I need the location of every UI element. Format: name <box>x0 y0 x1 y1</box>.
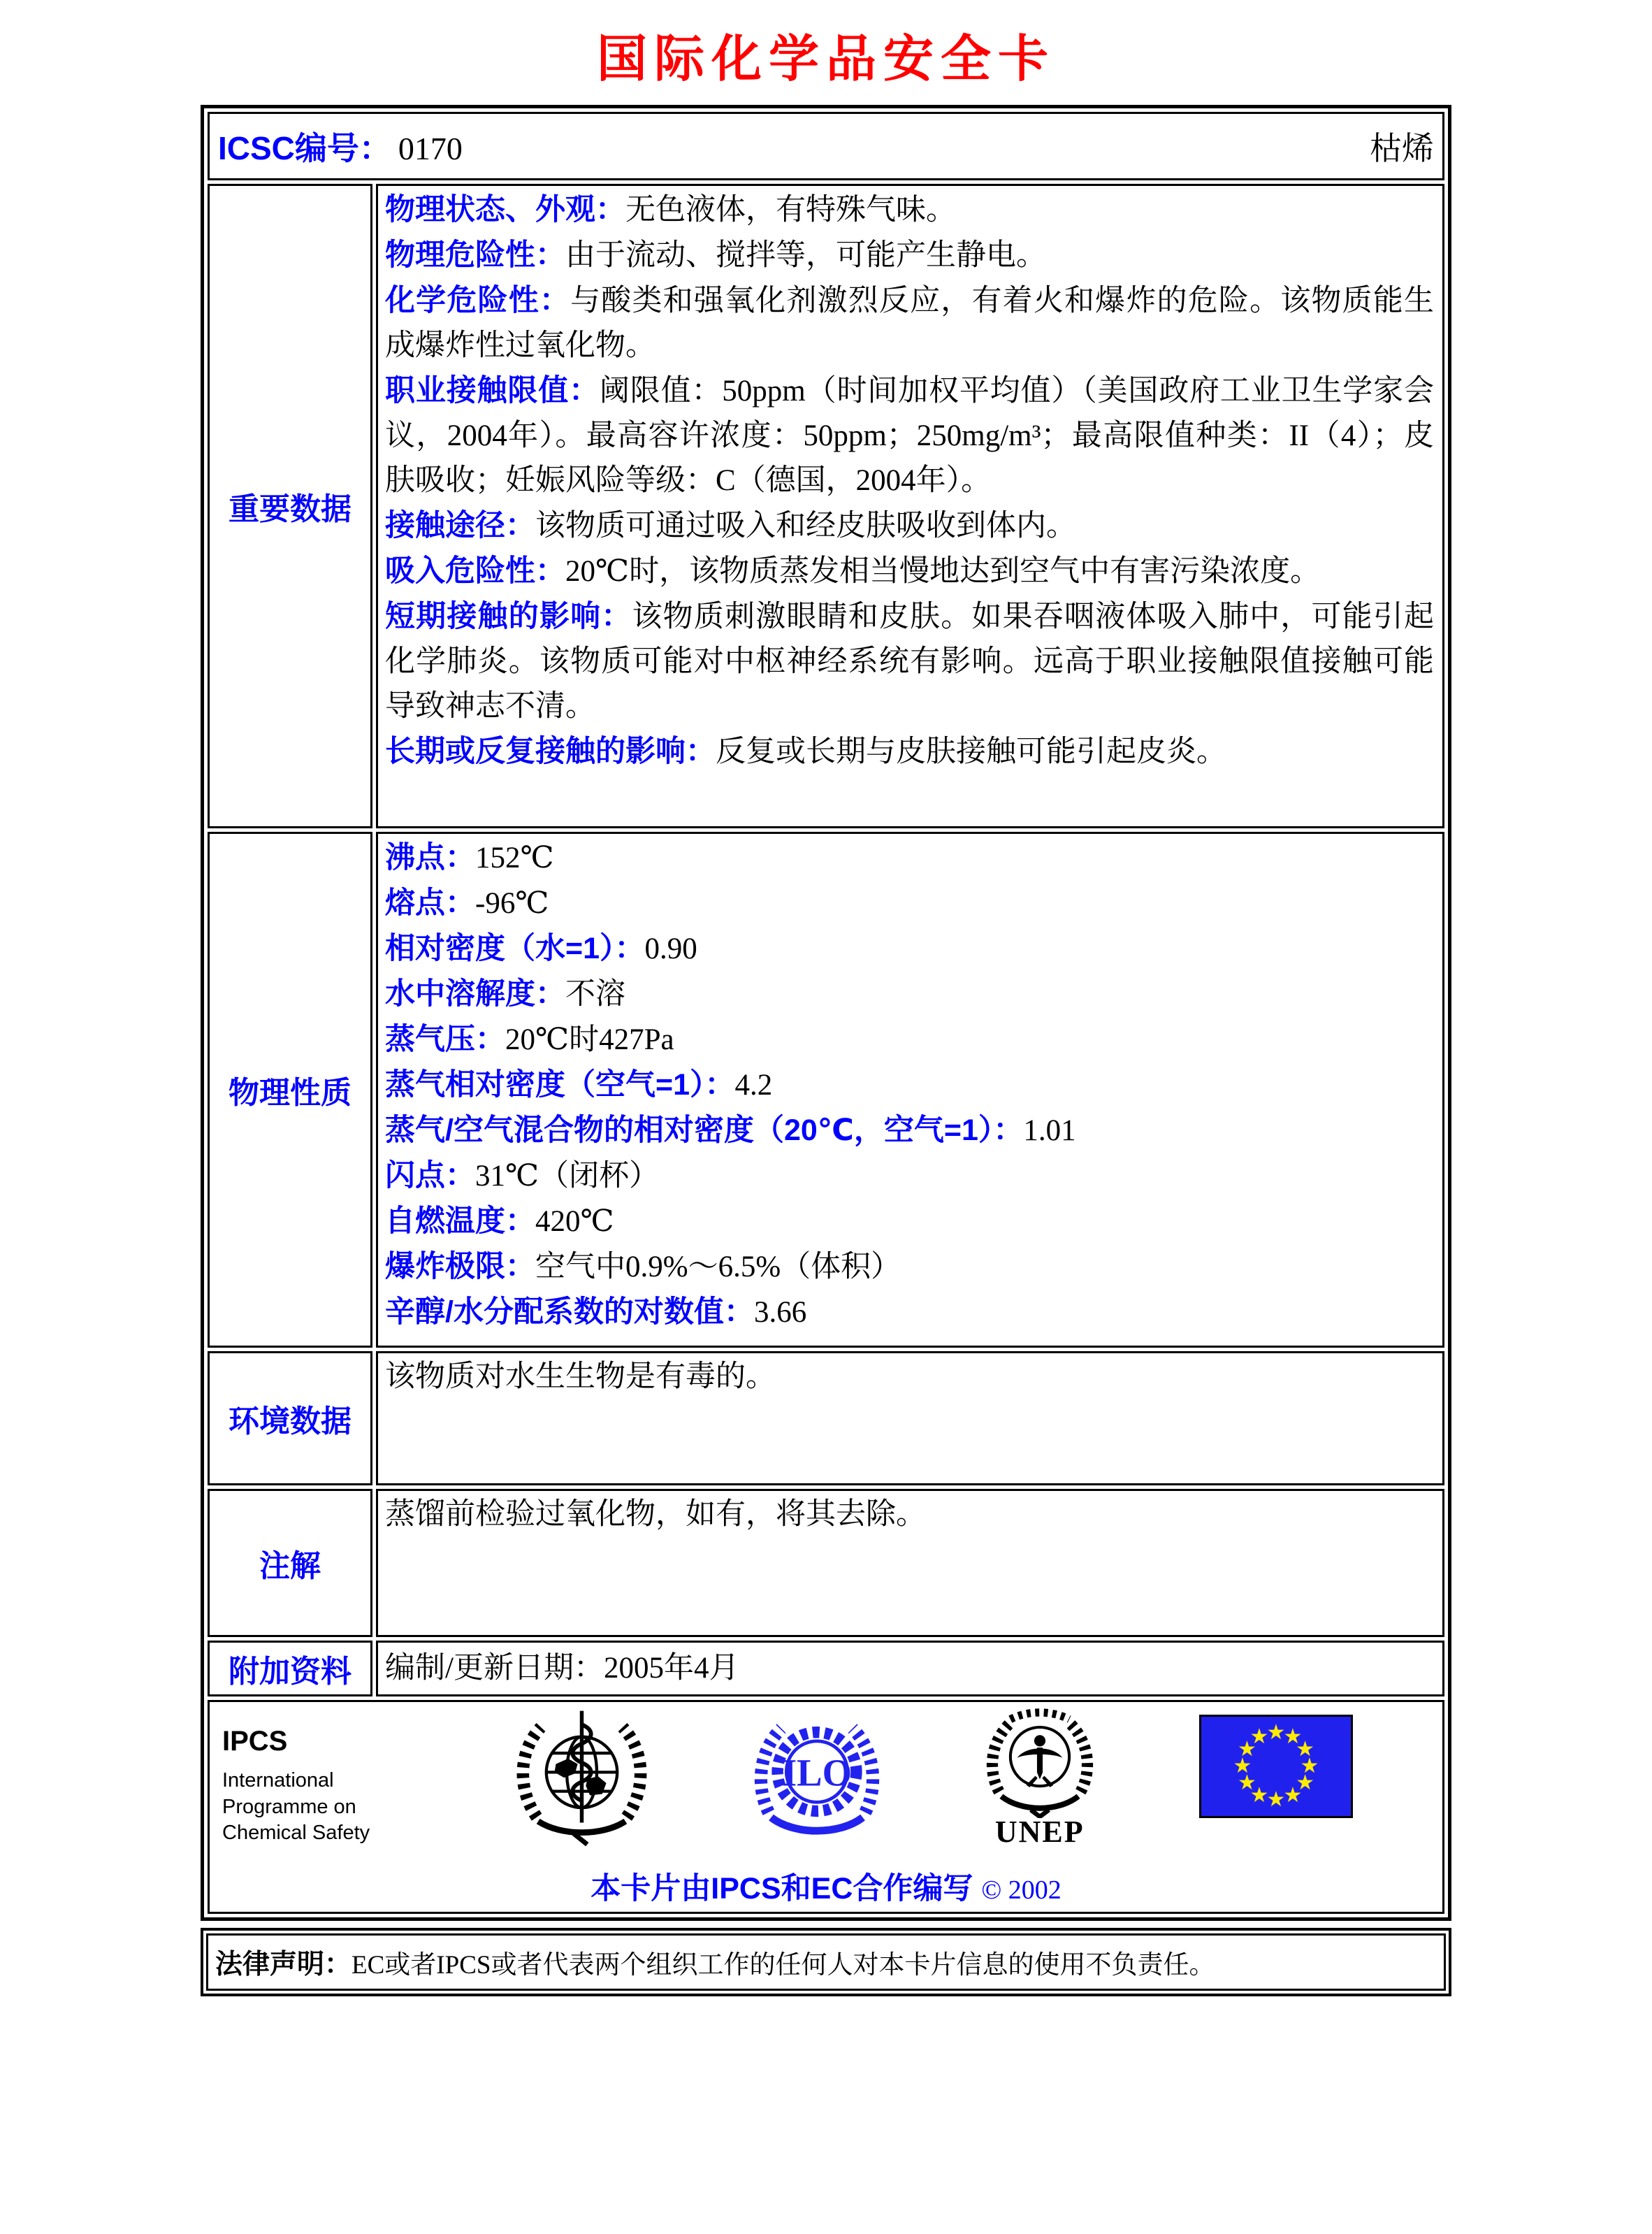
credit-line <box>222 1865 1430 1908</box>
who-logo-icon <box>514 1708 650 1859</box>
field-label: 熔点： <box>385 886 475 920</box>
important-data-item <box>385 503 1434 549</box>
important-data-row <box>208 184 1444 828</box>
physical-property-line <box>385 972 1434 1017</box>
important-data-content <box>376 184 1444 828</box>
credit-text: 本卡片由IPCS和EC合作编写 <box>590 1872 973 1905</box>
eu-star-icon: ★ <box>1233 1754 1252 1778</box>
field-value: 无色液体，有特殊气味。 <box>625 194 956 226</box>
physical-property-line <box>385 1290 1434 1335</box>
field-label: 沸点： <box>385 841 475 874</box>
physical-properties-row <box>208 832 1444 1348</box>
important-data-item <box>385 549 1434 594</box>
section-label-environment-data: 环境数据 <box>208 1351 372 1485</box>
field-value: 该物质可通过吸入和经皮肤吸收到体内。 <box>535 510 1076 542</box>
important-data-item <box>385 187 1434 233</box>
eu-star-icon: ★ <box>1237 1771 1256 1795</box>
logos-strip <box>222 1708 1430 1859</box>
section-label-physical-properties: 物理性质 <box>208 832 372 1348</box>
ipcs-text-block <box>222 1708 411 1847</box>
field-label: 接触途径： <box>385 509 535 542</box>
icsc-number-value: 0170 <box>398 131 463 166</box>
field-label: 吸入危险性： <box>385 554 565 588</box>
ilo-monogram: ILO <box>781 1751 852 1794</box>
ipcs-line: International <box>222 1769 334 1792</box>
field-value: 3.66 <box>753 1296 807 1329</box>
legal-text: EC或者IPCS或者代表两个组织工作的任何人对本卡片信息的使用不负责任。 <box>352 1951 1215 1980</box>
eu-star-icon: ★ <box>1296 1771 1315 1795</box>
field-value: 420℃ <box>535 1205 614 1238</box>
ilo-logo-icon <box>753 1708 881 1854</box>
logos-cell <box>208 1700 1444 1914</box>
ipcs-line: Programme on <box>222 1795 356 1818</box>
notes-row <box>208 1489 1444 1637</box>
section-label-important-data: 重要数据 <box>208 184 372 828</box>
unep-logo-icon <box>983 1708 1096 1850</box>
field-label: 爆炸极限： <box>385 1250 535 1283</box>
environment-data-row <box>208 1351 1444 1485</box>
field-value: 不溶 <box>565 978 625 1011</box>
legal-table <box>201 1928 1451 1996</box>
eu-star-icon: ★ <box>1266 1720 1286 1745</box>
ipcs-title: IPCS <box>222 1726 288 1757</box>
physical-property-line <box>385 835 1434 881</box>
icsc-number-group <box>218 123 463 169</box>
field-label: 蒸气相对密度（空气=1）： <box>385 1068 735 1102</box>
field-label: 物理状态、外观： <box>385 193 625 226</box>
physical-property-line <box>385 1244 1434 1290</box>
field-label: 长期或反复接触的影响： <box>385 735 716 768</box>
additional-info-row <box>208 1641 1444 1696</box>
field-value: 与酸类和强氧化剂激烈反应，有着火和爆炸的危险。该物质能生成爆炸性过氧化物。 <box>385 284 1435 362</box>
important-data-item <box>385 368 1434 503</box>
field-label: 化学危险性： <box>385 284 571 317</box>
field-value: 0.90 <box>644 932 697 965</box>
field-value: 20℃时427Pa <box>505 1023 674 1056</box>
eu-star-icon: ★ <box>1283 1782 1303 1808</box>
section-label-notes: 注解 <box>208 1489 372 1637</box>
eu-star-icon: ★ <box>1249 1724 1269 1750</box>
field-value: 20℃时，该物质蒸发相当慢地达到空气中有害污染浓度。 <box>565 555 1321 588</box>
legal-row <box>206 1933 1446 1991</box>
physical-property-line <box>385 881 1434 926</box>
important-data-item <box>385 233 1434 278</box>
field-value: 152℃ <box>475 842 554 874</box>
field-value: 反复或长期与皮肤接触可能引起皮炎。 <box>716 735 1226 768</box>
field-value: 该物质刺激眼睛和皮肤。如果吞咽液体吸入肺中，可能引起化学肺炎。该物质可能对中枢神经系统有影响。远高于职业接触限值接触可能导致神志不清。 <box>385 600 1435 723</box>
important-data-item <box>385 729 1434 774</box>
field-value: 1.01 <box>1023 1114 1076 1147</box>
physical-property-line <box>385 926 1434 972</box>
field-label: 蒸气/空气混合物的相对密度（20℃，空气=1）： <box>385 1114 1024 1147</box>
field-value: -96℃ <box>475 887 549 920</box>
field-label: 蒸气压： <box>385 1023 505 1056</box>
physical-properties-content <box>376 832 1444 1348</box>
legal-cell <box>206 1933 1446 1991</box>
icsc-header-content <box>218 123 1434 169</box>
eu-star-icon: ★ <box>1266 1787 1286 1812</box>
credit-year: © 2002 <box>981 1875 1062 1905</box>
eu-star-icon: ★ <box>1249 1782 1269 1808</box>
physical-property-line <box>385 1062 1434 1108</box>
physical-property-line <box>385 1153 1434 1199</box>
field-label: 物理危险性： <box>385 238 565 272</box>
field-label: 闪点： <box>385 1159 475 1192</box>
ipcs-line: Chemical Safety <box>222 1822 370 1845</box>
page-title: 国际化学品安全卡 <box>596 31 1055 87</box>
field-label: 短期接触的影响： <box>385 600 632 633</box>
eu-flag-icon <box>1199 1715 1353 1818</box>
field-label: 职业接触限值： <box>385 374 600 408</box>
section-label-additional-info: 附加资料 <box>208 1641 372 1696</box>
unep-wordmark: UNEP <box>994 1815 1085 1849</box>
field-value: 31℃（闭杯） <box>475 1160 660 1192</box>
field-label: 自燃温度： <box>385 1204 535 1238</box>
field-label: 水中溶解度： <box>385 977 565 1011</box>
eu-star-icon: ★ <box>1237 1737 1256 1761</box>
notes-content: 蒸馏前检验过氧化物，如有，将其去除。 <box>376 1489 1444 1637</box>
physical-property-line <box>385 1017 1434 1062</box>
field-value: 空气中0.9%～6.5%（体积） <box>535 1251 901 1283</box>
environment-data-content: 该物质对水生生物是有毒的。 <box>376 1351 1444 1485</box>
eu-star-icon: ★ <box>1283 1724 1303 1750</box>
physical-property-line <box>385 1199 1434 1244</box>
field-value: 由于流动、搅拌等，可能产生静电。 <box>565 239 1046 272</box>
icsc-header-cell <box>208 112 1444 180</box>
additional-info-content: 编制/更新日期：2005年4月 <box>376 1641 1444 1696</box>
chemical-name: 枯烯 <box>1370 131 1434 166</box>
important-data-item <box>385 278 1434 368</box>
eu-star-icon: ★ <box>1300 1754 1319 1778</box>
field-label: 辛醇/水分配系数的对数值： <box>385 1295 754 1329</box>
icsc-main-table <box>201 105 1451 1921</box>
logos-row <box>208 1700 1444 1914</box>
physical-property-line <box>385 1108 1434 1153</box>
important-data-item <box>385 594 1434 729</box>
field-value: 阈限值：50ppm（时间加权平均值）（美国政府工业卫生学家会议，2004年）。最高容许浓度：50ppm；250mg/m³；最高限值种类：II（4）；皮肤吸收；妊娠风险等级：C（德国，2004年）。 <box>385 375 1434 497</box>
eu-star-icon: ★ <box>1296 1737 1315 1761</box>
icsc-number-label: ICSC编号： <box>218 130 391 166</box>
legal-label: 法律声明： <box>215 1950 352 1980</box>
field-value: 4.2 <box>734 1069 773 1102</box>
field-label: 相对密度（水=1）： <box>385 932 645 965</box>
icsc-header-row <box>208 112 1444 180</box>
